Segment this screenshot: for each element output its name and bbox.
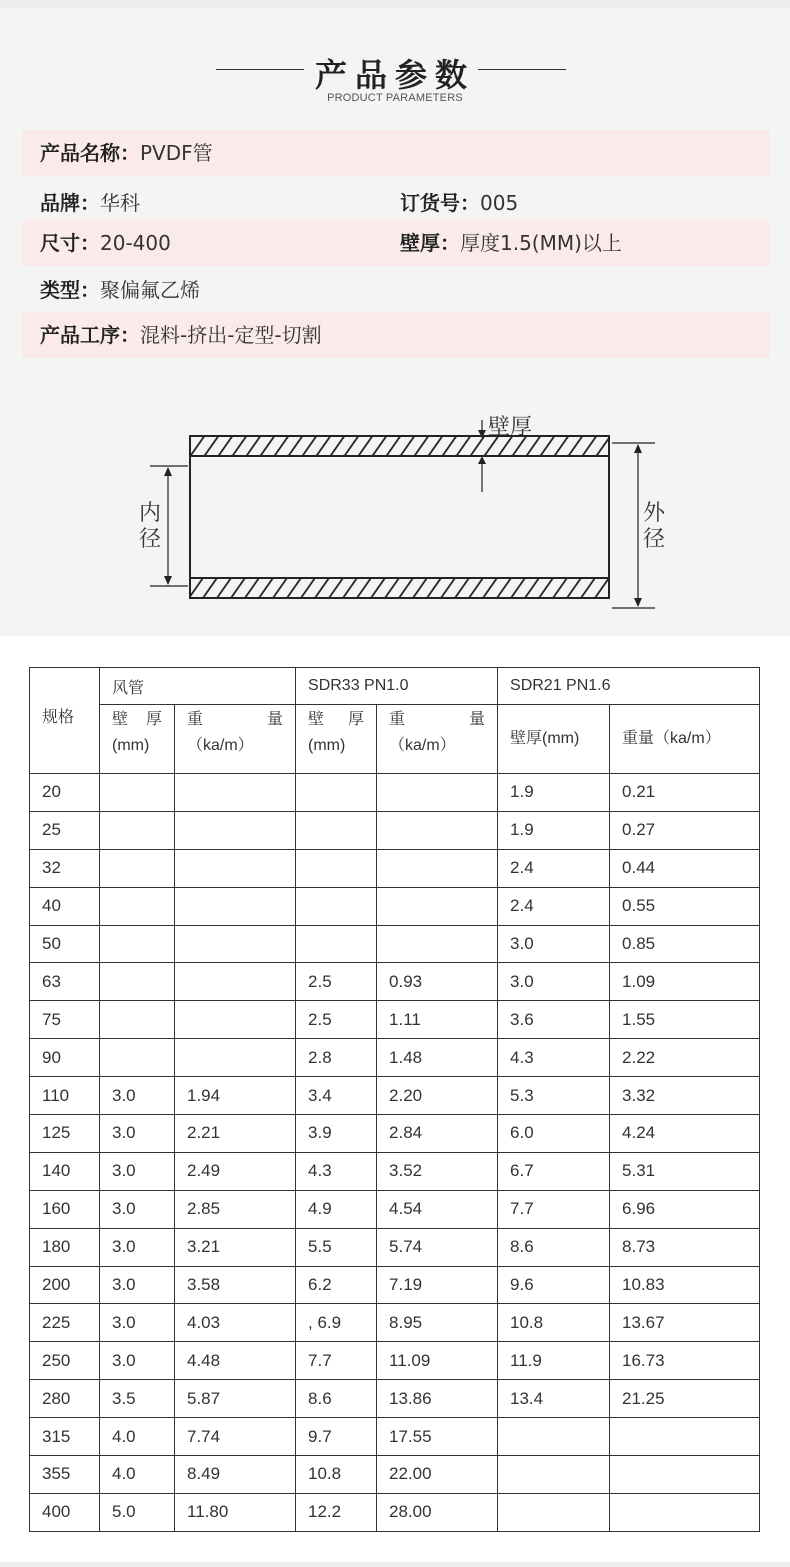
cell-sdr33-weight: 7.19 (377, 1266, 498, 1304)
cell-spec: 140 (30, 1152, 100, 1190)
cell-sdr33-weight: 28.00 (377, 1493, 498, 1531)
sdr21-weight-header: 重量（ka/m） (610, 705, 760, 774)
cell-sdr33-weight: 8.95 (377, 1304, 498, 1342)
cell-duct-weight: 2.49 (175, 1152, 296, 1190)
cell-spec: 355 (30, 1456, 100, 1494)
table-row (30, 1115, 760, 1153)
section-subtitle: PRODUCT PARAMETERS (327, 92, 463, 104)
cell-duct-wall (100, 811, 175, 849)
cell-duct-wall (100, 925, 175, 963)
cell-sdr33-wall: 7.7 (296, 1342, 377, 1380)
cell-sdr21-wall: 3.0 (498, 963, 610, 1001)
table-row (30, 1304, 760, 1342)
cell-spec: 20 (30, 774, 100, 812)
sdr33-weight-unit: （ka/m） (389, 737, 456, 754)
sdr33-weight-header-top (389, 707, 497, 733)
cell-duct-wall: 3.5 (100, 1380, 175, 1418)
process (40, 312, 322, 358)
cell-sdr33-weight: 2.84 (377, 1115, 498, 1153)
spec-table-head (30, 668, 760, 774)
cell-duct-weight: 4.03 (175, 1304, 296, 1342)
sdr33-wall-char-1: 壁 (308, 711, 325, 728)
cell-duct-weight: 1.94 (175, 1077, 296, 1115)
sdr21-wall-header: 壁厚(mm) (498, 705, 610, 774)
cell-sdr33-weight: 22.00 (377, 1456, 498, 1494)
cell-sdr21-weight (610, 1418, 760, 1456)
wall-thickness-diagram-label: 壁厚 (488, 415, 533, 440)
cell-sdr33-wall (296, 811, 377, 849)
group-header-duct: 风管 (100, 668, 296, 705)
cell-sdr21-wall: 2.4 (498, 887, 610, 925)
section-title-text: 产品参数 (314, 56, 475, 94)
product-name-value: PVDF管 (140, 141, 213, 165)
cell-sdr21-wall: 1.9 (498, 774, 610, 812)
product-name-label: 产品名称： (40, 141, 140, 165)
duct-wall-unit: (mm) (112, 737, 150, 754)
table-row (30, 1342, 760, 1380)
cell-sdr33-wall: 3.4 (296, 1077, 377, 1115)
cell-spec: 180 (30, 1228, 100, 1266)
cell-duct-wall: 3.0 (100, 1266, 175, 1304)
cell-sdr21-weight: 5.31 (610, 1152, 760, 1190)
duct-wall-header-top (112, 707, 174, 733)
bottom-band (0, 1562, 790, 1567)
group-header-sdr21: SDR21 PN1.6 (498, 668, 760, 705)
table-row (30, 1266, 760, 1304)
type-label: 类型： (40, 278, 100, 302)
cell-duct-wall: 3.0 (100, 1152, 175, 1190)
cell-duct-weight (175, 774, 296, 812)
param-row-type (22, 267, 770, 313)
cell-duct-wall (100, 849, 175, 887)
brand-value: 华科 (100, 191, 140, 215)
cell-duct-wall: 3.0 (100, 1228, 175, 1266)
wall-thickness-label: 壁厚： (400, 231, 460, 255)
inner-arrowhead-top (164, 467, 172, 476)
size-value: 20-400 (100, 231, 171, 255)
cell-sdr33-wall (296, 925, 377, 963)
cell-sdr33-wall: 5.5 (296, 1228, 377, 1266)
sdr33-wall-header-top (308, 707, 376, 733)
cell-duct-wall: 3.0 (100, 1342, 175, 1380)
sdr33-weight-header (377, 705, 498, 774)
sdr33-weight-char-1: 重 (389, 711, 406, 728)
cell-sdr33-wall (296, 774, 377, 812)
sdr33-wall-char-2: 厚 (348, 711, 365, 728)
cell-sdr33-weight (377, 925, 498, 963)
spec-header: 规格 (30, 668, 100, 774)
cell-sdr33-wall: 12.2 (296, 1493, 377, 1531)
cell-sdr33-weight (377, 774, 498, 812)
cell-spec: 160 (30, 1190, 100, 1228)
cell-sdr21-weight: 6.96 (610, 1190, 760, 1228)
pipe-wall-bottom (190, 578, 609, 598)
cell-sdr21-wall (498, 1493, 610, 1531)
cell-sdr21-weight: 0.21 (610, 774, 760, 812)
cell-duct-weight (175, 1039, 296, 1077)
cell-sdr33-wall: 4.3 (296, 1152, 377, 1190)
cell-sdr21-weight: 0.55 (610, 887, 760, 925)
cell-sdr33-weight: 2.20 (377, 1077, 498, 1115)
cell-duct-wall (100, 774, 175, 812)
cell-sdr33-wall: 3.9 (296, 1115, 377, 1153)
table-row (30, 887, 760, 925)
duct-wall-char-1: 壁 (112, 711, 129, 728)
cell-sdr21-wall: 4.3 (498, 1039, 610, 1077)
group-header-sdr33: SDR33 PN1.0 (296, 668, 498, 705)
cell-sdr33-weight: 4.54 (377, 1190, 498, 1228)
outer-diameter-label-1: 外 (643, 501, 666, 526)
type (40, 267, 200, 313)
cell-sdr21-wall: 8.6 (498, 1228, 610, 1266)
cell-sdr33-wall: 6.2 (296, 1266, 377, 1304)
wall-thickness-value: 厚度1.5(MM)以上 (460, 231, 622, 255)
process-value: 混料-挤出-定型-切割 (140, 323, 322, 347)
cell-duct-wall: 3.0 (100, 1077, 175, 1115)
cell-spec: 225 (30, 1304, 100, 1342)
table-row (30, 1228, 760, 1266)
table-row (30, 774, 760, 812)
table-row (30, 1190, 760, 1228)
table-row (30, 1077, 760, 1115)
section-title (0, 50, 790, 94)
cell-duct-weight: 2.21 (175, 1115, 296, 1153)
param-row-name (22, 130, 770, 176)
cell-sdr33-wall: 9.7 (296, 1418, 377, 1456)
type-value: 聚偏氟乙烯 (100, 278, 200, 302)
param-row-size (22, 220, 770, 266)
table-row (30, 1001, 760, 1039)
product-name (40, 130, 213, 176)
wall-thickness (400, 220, 622, 266)
cell-sdr33-weight: 5.74 (377, 1228, 498, 1266)
cell-sdr21-weight: 3.32 (610, 1077, 760, 1115)
cell-duct-wall: 5.0 (100, 1493, 175, 1531)
cell-duct-weight: 3.21 (175, 1228, 296, 1266)
cell-duct-weight: 5.87 (175, 1380, 296, 1418)
cell-sdr33-wall: 2.5 (296, 1001, 377, 1039)
cell-sdr21-wall (498, 1456, 610, 1494)
cell-spec: 40 (30, 887, 100, 925)
pipe-cross-section-diagram (0, 398, 790, 628)
process-label: 产品工序： (40, 323, 140, 347)
duct-wall-header (100, 705, 175, 774)
top-band (0, 0, 790, 8)
cell-sdr21-weight (610, 1493, 760, 1531)
table-row (30, 1456, 760, 1494)
sub-header-row (30, 705, 760, 774)
cell-sdr21-weight: 0.85 (610, 925, 760, 963)
cell-sdr21-weight: 1.55 (610, 1001, 760, 1039)
cell-sdr21-wall: 1.9 (498, 811, 610, 849)
cell-spec: 250 (30, 1342, 100, 1380)
table-row (30, 849, 760, 887)
cell-sdr21-weight: 1.09 (610, 963, 760, 1001)
cell-sdr21-wall (498, 1418, 610, 1456)
table-row (30, 1152, 760, 1190)
cell-sdr33-wall: 10.8 (296, 1456, 377, 1494)
cell-duct-weight (175, 811, 296, 849)
cell-sdr21-wall: 9.6 (498, 1266, 610, 1304)
cell-spec: 75 (30, 1001, 100, 1039)
cell-spec: 315 (30, 1418, 100, 1456)
cell-sdr33-wall: 8.6 (296, 1380, 377, 1418)
cell-duct-weight: 2.85 (175, 1190, 296, 1228)
cell-sdr21-wall: 7.7 (498, 1190, 610, 1228)
table-row (30, 1380, 760, 1418)
cell-duct-wall (100, 1001, 175, 1039)
table-row (30, 1493, 760, 1531)
group-header-row (30, 668, 760, 705)
cell-duct-weight: 11.80 (175, 1493, 296, 1531)
table-row (30, 811, 760, 849)
duct-weight-unit: （ka/m） (187, 737, 254, 754)
cell-duct-weight (175, 887, 296, 925)
cell-duct-wall (100, 1039, 175, 1077)
cell-sdr21-wall: 2.4 (498, 849, 610, 887)
cell-duct-weight (175, 963, 296, 1001)
cell-sdr33-weight (377, 811, 498, 849)
cell-sdr21-weight: 21.25 (610, 1380, 760, 1418)
duct-weight-char-2: 量 (267, 711, 284, 728)
section-gap (0, 636, 790, 667)
param-row-process (22, 312, 770, 358)
cell-duct-wall (100, 887, 175, 925)
cell-duct-wall: 4.0 (100, 1418, 175, 1456)
cell-spec: 50 (30, 925, 100, 963)
duct-weight-char-1: 重 (187, 711, 204, 728)
cell-sdr33-weight: 0.93 (377, 963, 498, 1001)
cell-spec: 25 (30, 811, 100, 849)
cell-sdr33-wall: , 6.9 (296, 1304, 377, 1342)
cell-sdr21-weight: 10.83 (610, 1266, 760, 1304)
duct-weight-header (175, 705, 296, 774)
inner-diameter-label-2: 径 (139, 527, 162, 552)
cell-sdr21-weight: 16.73 (610, 1342, 760, 1380)
sdr33-weight-char-2: 量 (469, 711, 486, 728)
cell-sdr33-wall: 2.5 (296, 963, 377, 1001)
size (40, 220, 171, 266)
cell-sdr33-wall (296, 887, 377, 925)
cell-sdr21-wall: 3.6 (498, 1001, 610, 1039)
sdr33-wall-header (296, 705, 377, 774)
spec-table-body (30, 774, 760, 1532)
cell-spec: 90 (30, 1039, 100, 1077)
cell-duct-wall: 4.0 (100, 1456, 175, 1494)
cell-sdr33-wall: 4.9 (296, 1190, 377, 1228)
cell-sdr21-weight: 13.67 (610, 1304, 760, 1342)
cell-sdr21-weight: 0.44 (610, 849, 760, 887)
cell-spec: 110 (30, 1077, 100, 1115)
size-label: 尺寸： (40, 231, 100, 255)
table-row (30, 925, 760, 963)
cell-sdr21-wall: 13.4 (498, 1380, 610, 1418)
cell-sdr33-weight (377, 849, 498, 887)
cell-duct-weight: 7.74 (175, 1418, 296, 1456)
cell-sdr21-wall: 3.0 (498, 925, 610, 963)
cell-duct-weight (175, 925, 296, 963)
cell-sdr21-wall: 6.0 (498, 1115, 610, 1153)
cell-duct-wall: 3.0 (100, 1304, 175, 1342)
cell-sdr21-weight: 4.24 (610, 1115, 760, 1153)
cell-sdr21-weight: 8.73 (610, 1228, 760, 1266)
cell-sdr21-wall: 10.8 (498, 1304, 610, 1342)
inner-diameter-label-1: 内 (139, 501, 162, 526)
table-row (30, 1039, 760, 1077)
pipe-wall-top (190, 436, 609, 456)
order-number-label: 订货号： (400, 191, 480, 215)
outer-arrowhead-top (634, 444, 642, 453)
cell-sdr21-wall: 6.7 (498, 1152, 610, 1190)
cell-sdr33-weight: 17.55 (377, 1418, 498, 1456)
cell-sdr33-weight: 13.86 (377, 1380, 498, 1418)
cell-duct-weight (175, 849, 296, 887)
table-row (30, 1418, 760, 1456)
cell-spec: 125 (30, 1115, 100, 1153)
cell-spec: 200 (30, 1266, 100, 1304)
cell-sdr33-weight: 1.11 (377, 1001, 498, 1039)
cell-sdr33-weight (377, 887, 498, 925)
title-rule-right (478, 69, 566, 70)
cell-sdr33-wall (296, 849, 377, 887)
duct-weight-header-top (187, 707, 295, 733)
outer-diameter-label-2: 径 (643, 527, 666, 552)
cell-spec: 400 (30, 1493, 100, 1531)
cell-sdr33-weight: 11.09 (377, 1342, 498, 1380)
cell-duct-weight: 8.49 (175, 1456, 296, 1494)
cell-spec: 280 (30, 1380, 100, 1418)
cell-sdr21-wall: 5.3 (498, 1077, 610, 1115)
cell-spec: 63 (30, 963, 100, 1001)
cell-sdr33-wall: 2.8 (296, 1039, 377, 1077)
brand-label: 品牌： (40, 191, 100, 215)
outer-arrowhead-bottom (634, 598, 642, 607)
cell-duct-weight: 3.58 (175, 1266, 296, 1304)
cell-sdr33-weight: 1.48 (377, 1039, 498, 1077)
table-row (30, 963, 760, 1001)
duct-wall-char-2: 厚 (145, 711, 162, 728)
cell-sdr21-wall: 11.9 (498, 1342, 610, 1380)
wall-arrowhead-up (478, 456, 486, 464)
inner-arrowhead-bottom (164, 576, 172, 585)
order-number-value: 005 (480, 191, 519, 215)
cell-duct-wall: 3.0 (100, 1115, 175, 1153)
spec-table (29, 667, 760, 1532)
cell-duct-wall (100, 963, 175, 1001)
cell-sdr33-weight: 3.52 (377, 1152, 498, 1190)
cell-duct-weight (175, 1001, 296, 1039)
cell-duct-weight: 4.48 (175, 1342, 296, 1380)
cell-spec: 32 (30, 849, 100, 887)
cell-sdr21-weight: 0.27 (610, 811, 760, 849)
cell-sdr21-weight: 2.22 (610, 1039, 760, 1077)
cell-duct-wall: 3.0 (100, 1190, 175, 1228)
product-parameters-panel (0, 8, 790, 636)
sdr33-wall-unit: (mm) (308, 737, 346, 754)
cell-sdr21-weight (610, 1456, 760, 1494)
